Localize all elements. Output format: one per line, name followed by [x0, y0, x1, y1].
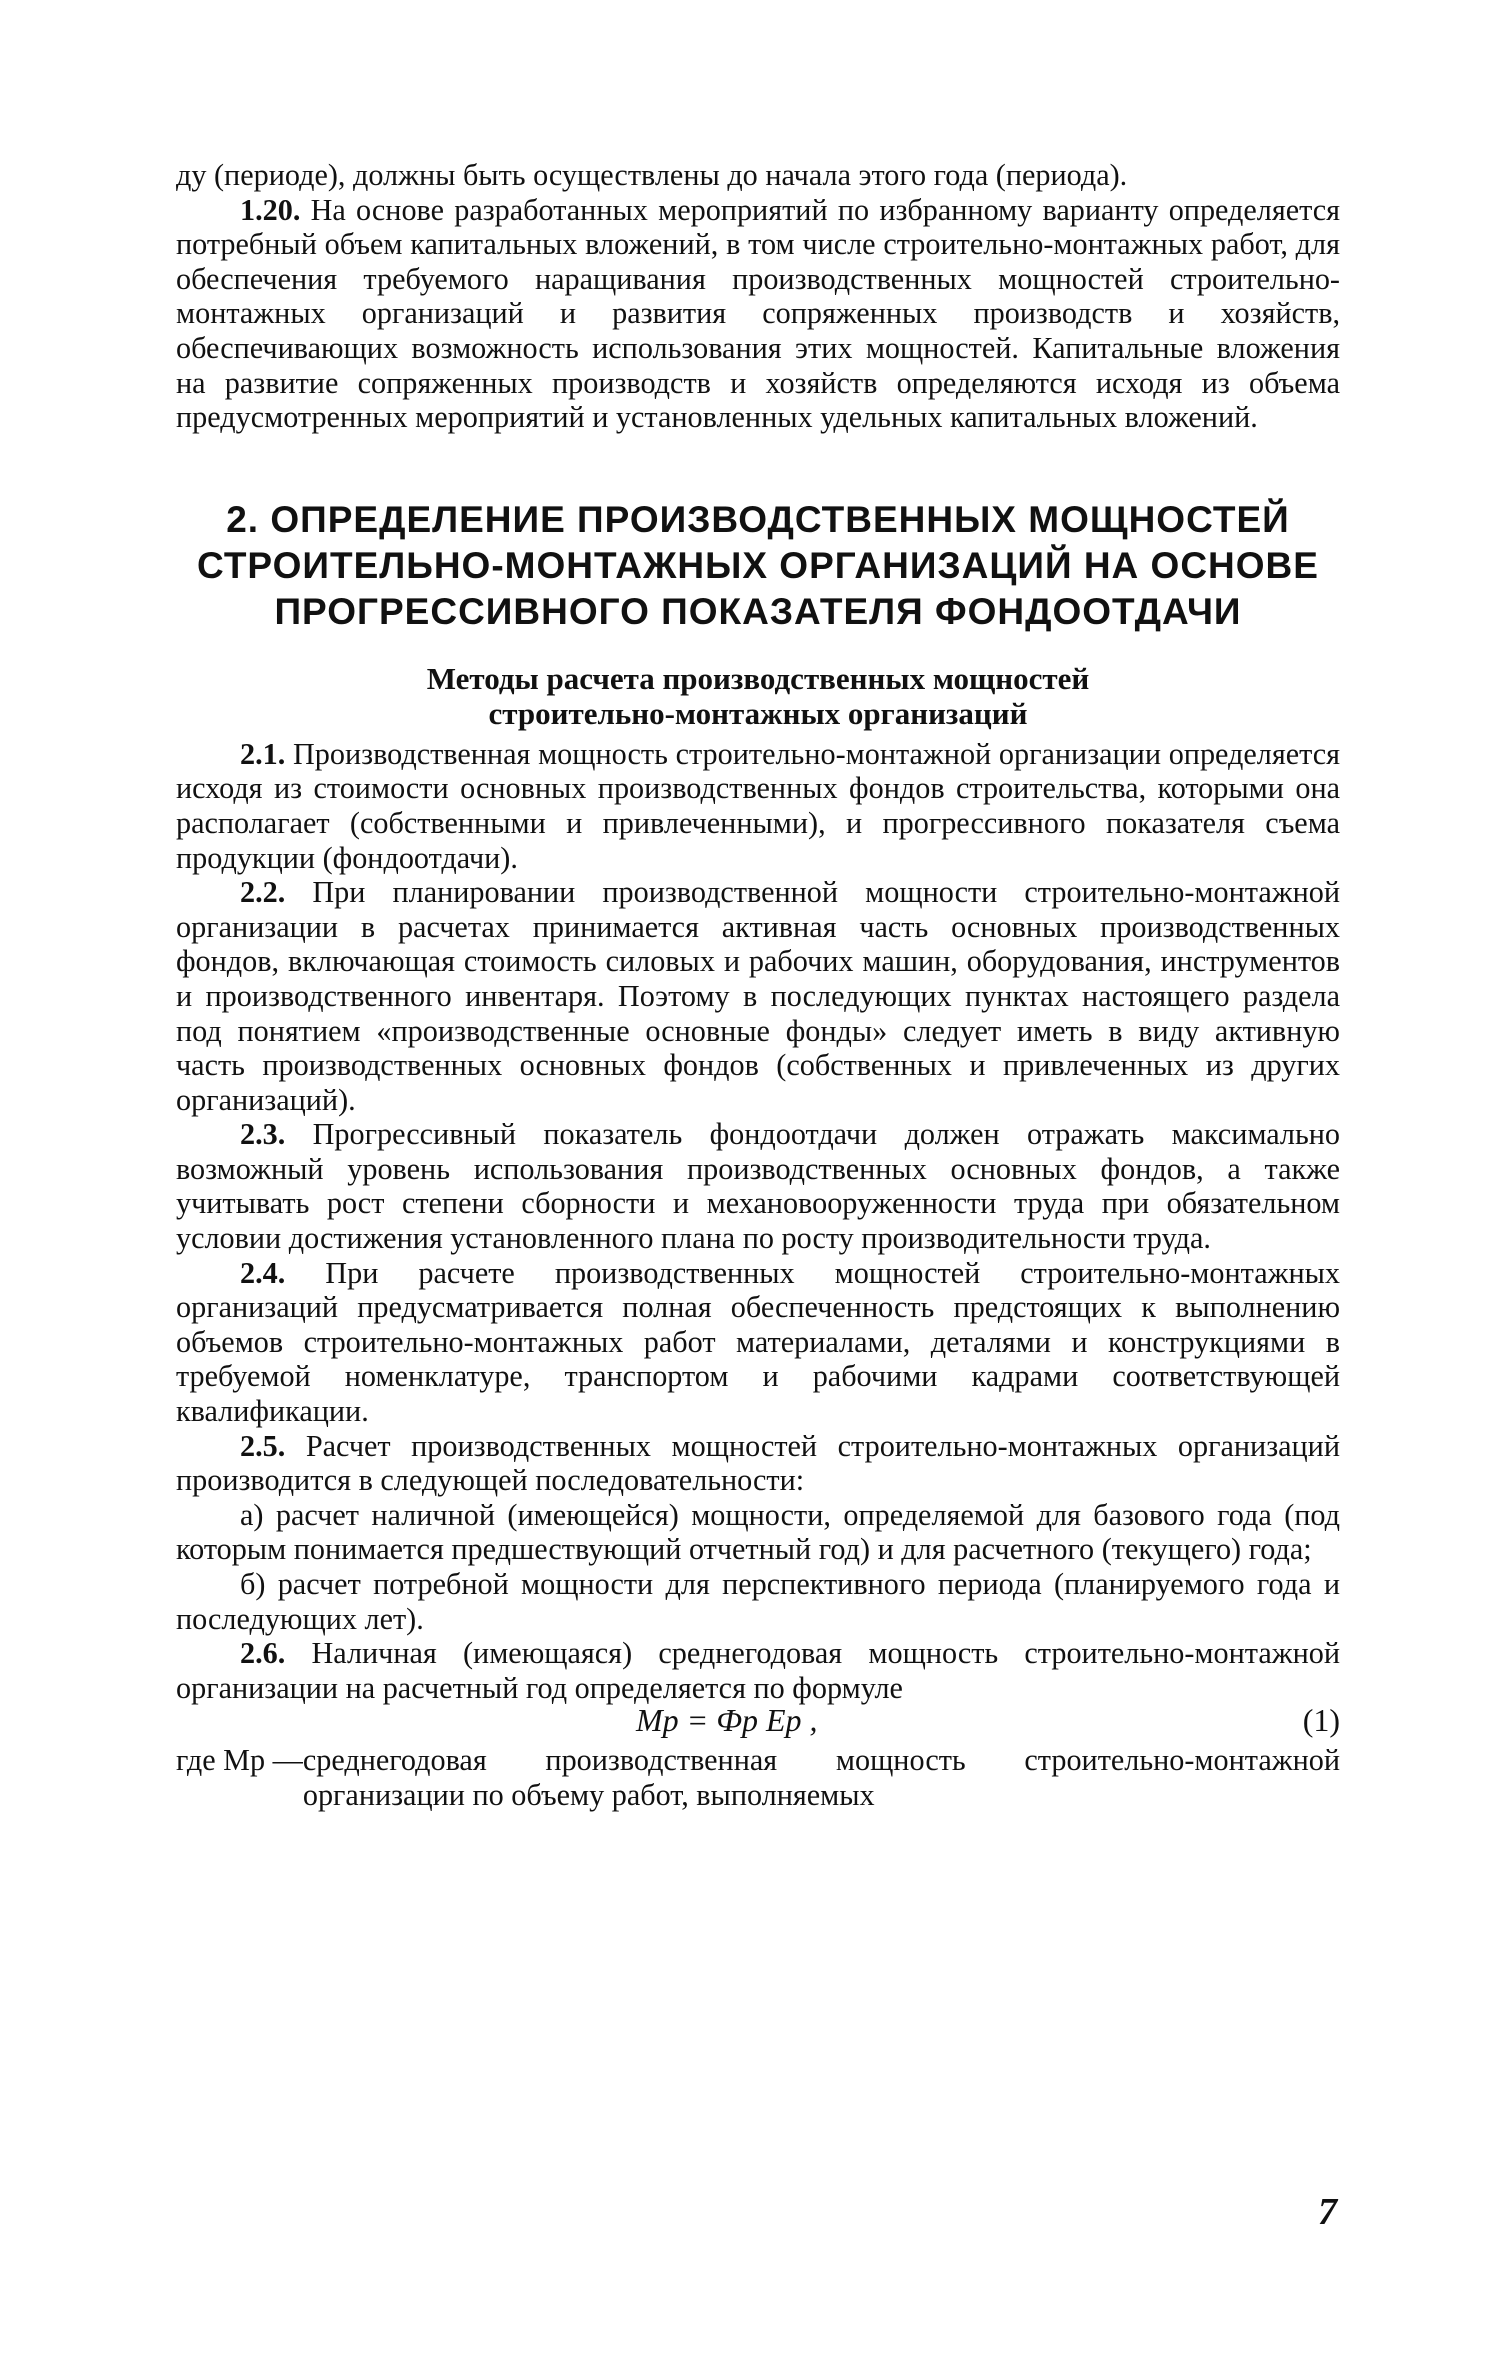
paragraph-2-1	[176, 737, 1340, 875]
paragraph-text: Производственная мощность строительно-монтажной организации определяется исходя из стоимости основных производственных фондов строительства, которыми она располагает (собственными и привлеченными), и прогрессивного показателя съема продукции (фондоотдачи).	[176, 736, 1340, 875]
paragraph-1-20	[176, 193, 1340, 435]
paragraph-number: 2.3.	[240, 1117, 286, 1152]
subsection-heading	[176, 661, 1340, 731]
section-heading	[176, 497, 1340, 635]
paragraph-text: При расчете производственных мощностей строительно-монтажных организаций предусматривается полная обеспеченность предстоящих к выполнению объемов строительно-монтажных работ материалами, деталями и конструкциями в требуемой номенклатуре, транспортом и рабочими кадрами соответствующей квалификации.	[176, 1255, 1340, 1429]
list-item-b: б) расчет потребной мощности для перспективного периода (планируемого года и последующих лет).	[176, 1567, 1340, 1636]
subsection-heading-line: Методы расчета производственных мощностей	[426, 660, 1090, 696]
formula-number: (1)	[1302, 1702, 1340, 1739]
paragraph-text: При планировании производственной мощности строительно-монтажной организации в расчетах принимается активная часть основных производственных фондов, включающая стоимость силовых и рабочих машин, оборудования, инструментов и производственного инвентаря. Поэтому в последующих пунктах настоящего раздела под понятием «производственные основные фонды» следует иметь в виду активную часть производственных основных фондов (собственных и привлеченных из других организаций).	[176, 875, 1340, 1117]
section-heading-line: СТРОИТЕЛЬНО-МОНТАЖНЫХ ОРГАНИЗАЦИЙ НА ОСНОВЕ	[197, 544, 1319, 586]
page-body	[176, 158, 1340, 1813]
paragraph-number: 2.1.	[240, 736, 286, 771]
intro-paragraph: ду (периоде), должны быть осуществлены до начала этого года (периода).	[176, 158, 1128, 192]
paragraph-number: 2.2.	[240, 875, 286, 910]
where-text: среднегодовая производственная мощность строительно-монтажной организации по объему работ, выполняемых	[302, 1743, 1340, 1812]
paragraph-2-4	[176, 1256, 1340, 1429]
paragraph-text: Наличная (имеющаяся) среднегодовая мощность строительно-монтажной организации на расчетный год определяется по формуле	[176, 1636, 1340, 1705]
paragraph-text: На основе разработанных мероприятий по избранному варианту определяется потребный объем капитальных вложений, в том числе строительно-монтажных работ, для обеспечения требуемого наращивания производственных мощностей строительно-монтажных организаций и развития сопряженных производств и хозяйств, обеспечивающих возможность использования этих мощностей. Капитальные вложения на развитие сопряженных производств и хозяйств определяются исходя из объема предусмотренных мероприятий и установленных удельных капитальных вложений.	[176, 192, 1340, 435]
paragraph-number: 2.4.	[240, 1255, 286, 1290]
paragraph-2-3	[176, 1117, 1340, 1255]
paragraph-number: 1.20.	[240, 192, 301, 227]
paragraph-2-6	[176, 1636, 1340, 1705]
where-label: где Mр —	[176, 1743, 303, 1778]
list-item-a: а) расчет наличной (имеющейся) мощности, определяемой для базового года (под которым понимается предшествующий отчетный год) и для расчетного (текущего) года;	[176, 1497, 1340, 1567]
formula: Mр = Фр Eр ,	[636, 1702, 818, 1739]
formula-row	[176, 1701, 1340, 1743]
section-heading-line: 2. ОПРЕДЕЛЕНИЕ ПРОИЗВОДСТВЕННЫХ МОЩНОСТЕЙ	[226, 498, 1290, 540]
paragraph-2-2	[176, 875, 1340, 1117]
paragraph-number: 2.5.	[240, 1428, 286, 1463]
paragraph-text: Прогрессивный показатель фондоотдачи должен отражать максимально возможный уровень использования производственных основных фондов, а также учитывать рост степени сборности и механовооруженности труда при обязательном условии достижения установленного плана по росту производительности труда.	[176, 1117, 1340, 1256]
page-number: 7	[1318, 2191, 1337, 2233]
subsection-heading-line: строительно-монтажных организаций	[488, 695, 1028, 731]
where-definition	[176, 1743, 1340, 1812]
paragraph-number: 2.6.	[240, 1636, 286, 1671]
paragraph-text: Расчет производственных мощностей строительно-монтажных организаций производится в следующей последовательности:	[176, 1428, 1340, 1498]
paragraph-2-5	[176, 1429, 1340, 1498]
section-heading-line: ПРОГРЕССИВНОГО ПОКАЗАТЕЛЯ ФОНДООТДАЧИ	[274, 590, 1242, 632]
